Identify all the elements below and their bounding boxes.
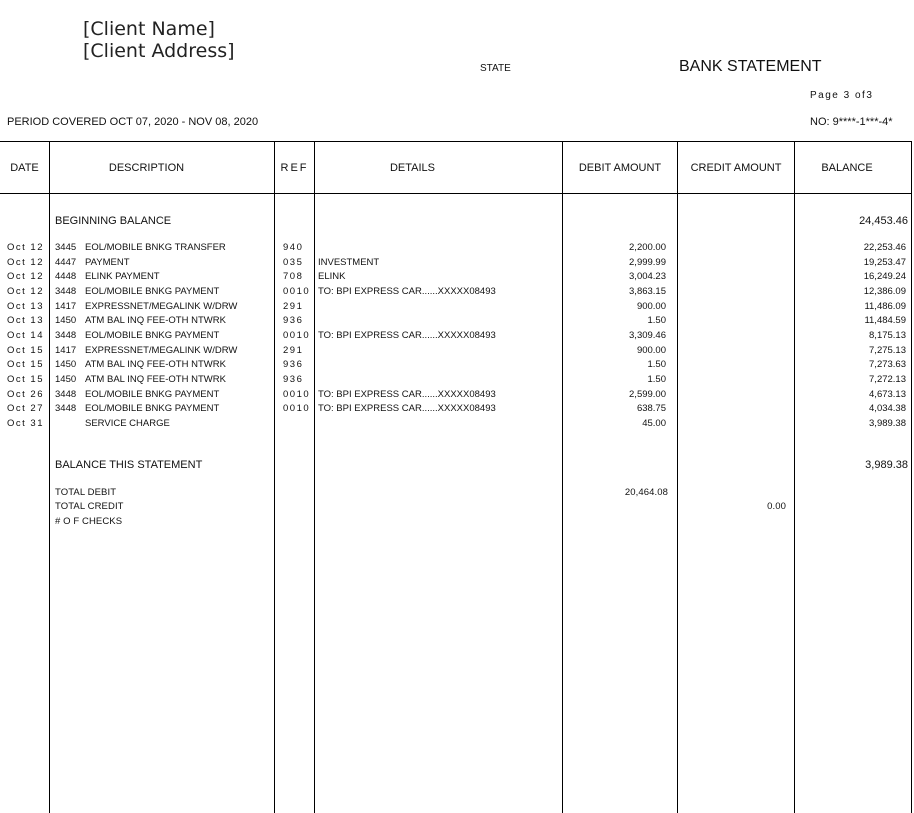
- column-header-ref: REF: [280, 162, 309, 174]
- transaction-debit: 638.75: [636, 403, 666, 415]
- transaction-ref: 291: [283, 344, 304, 356]
- transaction-description: PAYMENT: [85, 256, 130, 268]
- total-credit-value: 0.00: [767, 501, 786, 512]
- transaction-code: 3448: [55, 388, 77, 400]
- transaction-debit: 2,200.00: [629, 242, 666, 253]
- transaction-debit: 45.00: [642, 417, 666, 429]
- transaction-details: TO: BPI EXPRESS CAR......XXXXX08493: [318, 403, 496, 415]
- table-row: [0, 403, 912, 417]
- transaction-description: ATM BAL INQ FEE-OTH NTWRK: [85, 359, 226, 371]
- column-header-details: DETAILS: [389, 162, 436, 174]
- transaction-ref: 0010: [283, 403, 311, 415]
- column-header-description: DESCRIPTION: [108, 162, 185, 174]
- statement-title: BANK STATEMENT: [679, 58, 822, 75]
- beginning-balance-label: BEGINNING BALANCE: [55, 215, 172, 227]
- column-header-debit: DEBIT AMOUNT: [578, 162, 662, 174]
- column-header-balance: BALANCE: [821, 162, 873, 174]
- transaction-code: 3448: [55, 285, 77, 297]
- transaction-description: ELINK PAYMENT: [85, 271, 160, 283]
- transaction-code: 1417: [55, 300, 77, 312]
- transaction-debit: 1.50: [647, 373, 666, 385]
- table-row: [0, 418, 912, 432]
- transaction-ref: 0010: [283, 388, 311, 400]
- transaction-date: Oct 15: [7, 359, 44, 371]
- checks-count-label: # O F CHECKS: [55, 516, 123, 527]
- transaction-debit: 3,309.46: [629, 329, 666, 341]
- transaction-date: Oct 12: [7, 285, 44, 297]
- ending-balance-value: 3,989.38: [865, 459, 908, 471]
- transaction-date: Oct 12: [7, 242, 44, 253]
- transaction-date: Oct 13: [7, 300, 44, 312]
- page-number: Page 3 of3: [810, 90, 874, 101]
- header-divider: [0, 193, 912, 194]
- table-row: [0, 359, 912, 373]
- client-address: [Client Address]: [83, 40, 235, 62]
- period-covered: PERIOD COVERED OCT 07, 2020 - NOV 08, 2020: [7, 116, 259, 128]
- transaction-debit: 1.50: [647, 315, 666, 327]
- transaction-debit: 2,999.99: [629, 256, 666, 268]
- transaction-debit: 1.50: [647, 359, 666, 371]
- transaction-description: EXPRESSNET/MEGALINK W/DRW: [85, 300, 238, 312]
- transaction-details: ELINK: [318, 271, 346, 283]
- transaction-debit: 3,004.23: [629, 271, 666, 283]
- transaction-balance: 4,673.13: [869, 388, 906, 400]
- ending-balance-label: BALANCE THIS STATEMENT: [55, 459, 203, 471]
- transaction-code: 3445: [55, 242, 77, 253]
- transaction-date: Oct 15: [7, 344, 44, 356]
- transaction-debit: 2,599.00: [629, 388, 666, 400]
- column-header-credit: CREDIT AMOUNT: [690, 162, 782, 174]
- transaction-code: 4448: [55, 271, 77, 283]
- transaction-code: 4447: [55, 256, 77, 268]
- transaction-code: 1450: [55, 359, 77, 371]
- total-credit-label: TOTAL CREDIT: [55, 501, 124, 512]
- transaction-date: Oct 13: [7, 315, 44, 327]
- transaction-balance: 7,272.13: [869, 373, 906, 385]
- transaction-code: 1450: [55, 373, 77, 385]
- transaction-balance: 12,386.09: [863, 285, 906, 297]
- client-name: [Client Name]: [83, 18, 215, 40]
- transaction-ref: 035: [283, 256, 304, 268]
- transaction-date: Oct 31: [7, 417, 44, 429]
- table-row: [0, 330, 912, 344]
- transaction-ref: 0010: [283, 329, 311, 341]
- transaction-details: TO: BPI EXPRESS CAR......XXXXX08493: [318, 388, 496, 400]
- transaction-ref: 936: [283, 359, 304, 371]
- transaction-ref: 708: [283, 271, 304, 283]
- transaction-code: 1417: [55, 344, 77, 356]
- transaction-date: Oct 15: [7, 373, 44, 385]
- transaction-description: EXPRESSNET/MEGALINK W/DRW: [85, 344, 238, 356]
- transaction-details: TO: BPI EXPRESS CAR......XXXXX08493: [318, 285, 496, 297]
- table-row: [0, 345, 912, 359]
- transaction-description: EOL/MOBILE BNKG PAYMENT: [85, 329, 220, 341]
- transaction-balance: 3,989.38: [869, 417, 906, 429]
- transaction-code: 3448: [55, 329, 77, 341]
- transaction-ref: 940: [283, 242, 304, 253]
- transaction-description: EOL/MOBILE BNKG TRANSFER: [85, 242, 226, 253]
- transaction-debit: 900.00: [636, 344, 666, 356]
- beginning-balance-value: 24,453.46: [859, 215, 908, 227]
- transaction-date: Oct 12: [7, 256, 44, 268]
- transaction-description: EOL/MOBILE BNKG PAYMENT: [85, 388, 220, 400]
- transaction-date: Oct 26: [7, 388, 44, 400]
- transaction-description: ATM BAL INQ FEE-OTH NTWRK: [85, 373, 226, 385]
- transaction-debit: 3,863.15: [629, 285, 666, 297]
- transaction-date: Oct 27: [7, 403, 44, 415]
- transaction-ref: 936: [283, 373, 304, 385]
- transaction-code: 1450: [55, 315, 77, 327]
- column-header-date: DATE: [10, 162, 39, 174]
- transaction-balance: 11,484.59: [864, 315, 906, 327]
- state-label: STATE: [480, 63, 511, 74]
- transaction-ref: 291: [283, 300, 304, 312]
- transaction-description: EOL/MOBILE BNKG PAYMENT: [85, 403, 220, 415]
- transaction-balance: 8,175.13: [869, 329, 906, 341]
- table-row: [0, 242, 912, 256]
- transaction-date: Oct 12: [7, 271, 44, 283]
- table-row: [0, 389, 912, 403]
- transaction-code: 3448: [55, 403, 77, 415]
- transaction-description: EOL/MOBILE BNKG PAYMENT: [85, 285, 220, 297]
- transaction-balance: 22,253.46: [863, 242, 906, 253]
- transaction-debit: 900.00: [636, 300, 666, 312]
- table-row: [0, 271, 912, 285]
- table-row: [0, 301, 912, 315]
- transaction-description: SERVICE CHARGE: [85, 417, 170, 429]
- transaction-ref: 0010: [283, 285, 311, 297]
- transaction-ref: 936: [283, 315, 304, 327]
- table-row: [0, 374, 912, 388]
- transaction-date: Oct 14: [7, 329, 44, 341]
- transaction-balance: 11,486.09: [864, 300, 906, 312]
- transaction-details: TO: BPI EXPRESS CAR......XXXXX08493: [318, 329, 496, 341]
- transaction-balance: 4,034.38: [869, 403, 906, 415]
- transaction-details: INVESTMENT: [318, 256, 380, 268]
- total-debit-value: 20,464.08: [624, 487, 668, 498]
- transaction-description: ATM BAL INQ FEE-OTH NTWRK: [85, 315, 226, 327]
- transaction-balance: 16,249.24: [863, 271, 906, 283]
- table-row: [0, 286, 912, 300]
- table-row: [0, 257, 912, 271]
- transaction-balance: 19,253.47: [863, 256, 906, 268]
- account-number: NO: 9****-1***-4*: [810, 116, 893, 128]
- total-debit-label: TOTAL DEBIT: [55, 487, 117, 498]
- transaction-balance: 7,273.63: [869, 359, 906, 371]
- transaction-balance: 7,275.13: [869, 344, 906, 356]
- table-row: [0, 315, 912, 329]
